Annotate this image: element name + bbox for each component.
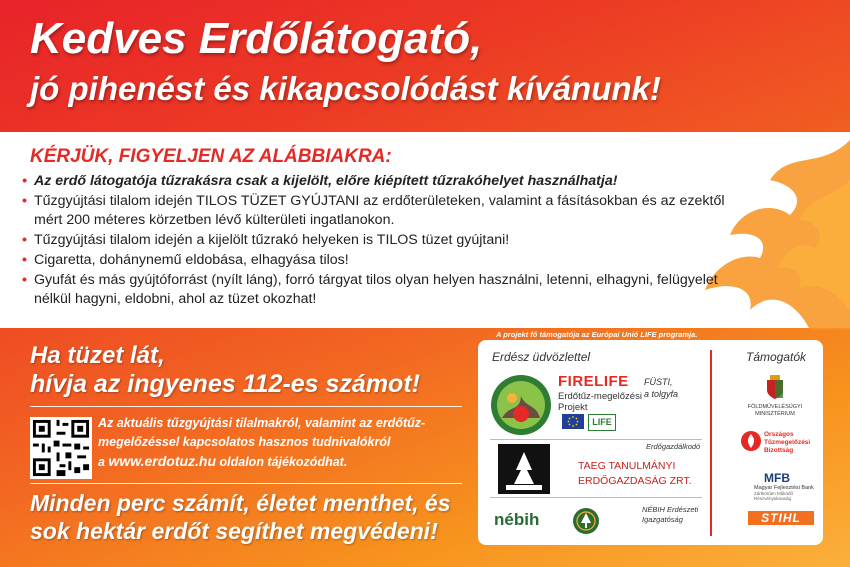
eu-funding-note: A projekt fő támogatója az Európai Unió LIFE programja.: [496, 330, 698, 339]
mfb-label: Zártkörűen Működő Részvénytársaság: [754, 491, 794, 501]
bullet: •: [22, 272, 27, 288]
nebih-logo: nébih: [494, 510, 540, 529]
slogan-line2: sok hektár erdőt segíthet megvédeni!: [30, 518, 438, 544]
info-prefix: a: [98, 455, 105, 469]
bullet: •: [22, 252, 27, 268]
otb-label: Tűzmegelőzési: [764, 439, 811, 446]
rule-text: Gyufát és más gyújtóforrást (nyílt láng), forró tárgyat tilos olyan helyen használni, letenni, elhagyni, felügyelet nélkül hagyni, eldobni, ahol az tüzet okozhat!: [34, 272, 718, 307]
bullet: •: [22, 173, 27, 189]
mfb-label: Magyar Fejlesztési Bank: [754, 485, 814, 491]
rule-text: Az erdő látogatója tűzrakásra csak a kijelölt, előre kiépített tűzrakóhelyet használhatja!: [34, 173, 618, 189]
slogan-line1: Minden perc számít, életet menthet, és: [30, 490, 451, 516]
life-logo: LIFE: [588, 414, 616, 431]
website-link[interactable]: www.erdotuz.hu: [108, 453, 217, 469]
notice-heading: KÉRJÜK, FIGYELJEN AZ ALÁBBIAKRA:: [30, 146, 392, 167]
qr-code-icon[interactable]: [30, 417, 92, 479]
info-line: megelőzéssel kapcsolatos hasznos tudnivalókról: [98, 435, 391, 449]
firelife-name: FIRELIFE: [558, 373, 629, 390]
rule-text: Tűzgyújtási tilalom idején TILOS TÜZET GYÚJTANI az erdőterületeken, valamint a fásításokban és az ezektől mért 200 méteres körzetben lévő külterületi ingatlanokon.: [34, 193, 725, 228]
firelife-subtitle: Erdőtűz-megelőzési: [558, 391, 642, 402]
forest-manager-label: Erdőgazdálkodó: [646, 442, 701, 451]
mfb-logo: MFB: [764, 471, 790, 485]
firelife-subtitle: Projekt: [558, 402, 588, 413]
fire-prevention-icon: [740, 430, 762, 452]
sponsor-box: [478, 340, 823, 545]
rule-item: [22, 231, 732, 250]
divider: [710, 350, 712, 536]
info-text: [98, 414, 468, 472]
info-line: Az aktuális tűzgyújtási tilalmakról, valamint az erdőtűz-: [98, 416, 426, 430]
divider: [30, 406, 462, 407]
nebih-forestry-label: Igazgatóság: [642, 515, 683, 524]
rule-item: [22, 251, 732, 270]
ministry-label: MINISZTÉRIUM: [755, 411, 795, 417]
greeting-label: Erdész üdvözlettel: [492, 350, 591, 364]
taeg-name: TAEG TANULMÁNYI: [578, 460, 676, 472]
rule-text: Cigaretta, dohánynemű eldobása, elhagyása tilos!: [34, 252, 349, 268]
eu-flag-icon: [562, 414, 584, 429]
stihl-logo: STIHL: [748, 511, 814, 525]
bullet: •: [22, 193, 27, 209]
rule-item: [22, 172, 732, 191]
firelife-logo-icon: [490, 374, 552, 436]
ministry-label: FÖLDMŰVELÉSÜGYI: [747, 404, 803, 410]
mascot-label: FÜSTI,: [644, 377, 673, 387]
forestry-emblem-icon: [572, 507, 600, 535]
poster-title-line1: Kedves Erdőlátogató,: [30, 14, 483, 63]
divider: [490, 439, 702, 440]
rule-text: Tűzgyújtási tilalom idején a kijelölt tűzrakó helyeken is TILOS tüzet gyújtani!: [34, 232, 510, 248]
divider: [490, 497, 702, 498]
divider: [30, 483, 462, 484]
poster-title-line2: jó pihenést és kikapcsolódást kívánunk!: [30, 70, 661, 107]
otb-label: Bizottság: [764, 447, 794, 454]
taeg-logo-icon: [498, 444, 550, 494]
emergency-call-line2: hívja az ingyenes 112-es számot!: [30, 370, 420, 398]
rule-item: [22, 192, 732, 230]
otb-label: Országos: [764, 431, 794, 438]
info-line: [98, 452, 468, 472]
rules-list: [22, 172, 732, 310]
mascot-label: a tolgyfa: [644, 389, 679, 399]
rule-item: [22, 271, 732, 309]
hungarian-crest-icon: [765, 374, 785, 400]
info-suffix: oldalon tájékozódhat.: [219, 455, 348, 469]
supporters-label: Támogatók: [746, 350, 807, 364]
emergency-call-line1: Ha tüzet lát,: [30, 342, 165, 369]
taeg-name: ERDŐGAZDASÁG ZRT.: [578, 475, 692, 487]
bullet: •: [22, 232, 27, 248]
nebih-forestry-label: NÉBIH Erdészeti: [642, 505, 699, 514]
